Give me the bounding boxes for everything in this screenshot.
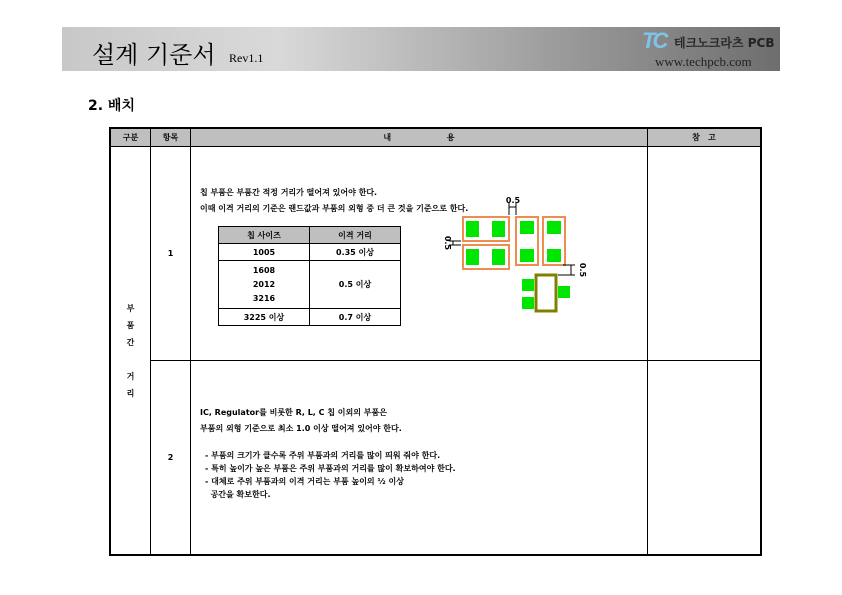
pad: [520, 249, 534, 262]
distance-header: 이격 거리: [310, 227, 401, 244]
header-reference: 참 고: [648, 128, 762, 147]
content-line: 부품의 외형 기준으로 최소 1.0 이상 떨어져 있어야 한다.: [200, 424, 402, 433]
pad: [547, 221, 561, 234]
size-cell: 1005: [219, 244, 310, 261]
pad: [466, 221, 479, 237]
distance-cell: 0.5 이상: [310, 261, 401, 309]
bullet-line: - 부품의 크기가 클수록 주위 부품과의 거리를 많이 띄워 줘야 한다.: [205, 451, 441, 460]
bullet-line: 공간을 확보한다.: [205, 490, 271, 499]
bullet-line: - 특히 높이가 높은 부품은 주위 부품과의 거리를 많이 확보하여야 한다.: [205, 464, 456, 473]
content-line: IC, Regulator를 비롯한 R, L, C 칩 이외의 부품은: [200, 408, 387, 417]
reference-cell: [648, 147, 762, 361]
pad: [547, 249, 561, 262]
document-title: 설계 기준서: [92, 41, 216, 69]
pad: [492, 249, 505, 265]
category-label: 부 품 간 거 리: [126, 303, 135, 398]
row-number: 1: [151, 147, 191, 361]
size-table-wrap: [218, 226, 401, 326]
row-number: 2: [151, 361, 191, 556]
pad: [466, 249, 479, 265]
table-row: [110, 147, 761, 361]
distance-cell: 0.7 이상: [310, 309, 401, 326]
header-item: 항목: [151, 128, 191, 147]
size-cell: 1608 2012 3216: [219, 261, 310, 309]
content-line: 칩 부품은 부품간 적정 거리가 떨어져 있어야 한다.: [200, 188, 378, 197]
dim-label: 0.5: [443, 235, 452, 251]
pad: [522, 279, 534, 291]
reference-cell: [648, 361, 762, 556]
spec-table: [109, 127, 762, 556]
pad: [558, 286, 570, 298]
pad: [492, 221, 505, 237]
category-cell: [110, 147, 151, 556]
content-line: 이때 이격 거리의 기준은 랜드값과 부품의 외형 중 더 큰 것을 기준으로 한다.: [200, 204, 469, 213]
pad: [520, 221, 534, 234]
distance-cell: 0.35 이상: [310, 244, 401, 261]
header-content: 내 용: [191, 128, 648, 147]
logo-mark: TC: [642, 28, 666, 53]
size-header: 칩 사이즈: [219, 227, 310, 244]
company-logo: [642, 28, 782, 52]
size-cell: 3225 이상: [219, 309, 310, 326]
revision-label: Rev1.1: [229, 51, 264, 65]
content-cell: [191, 361, 648, 556]
section-title: 2. 배치: [88, 98, 135, 114]
dim-label: 0.5: [505, 197, 521, 205]
table-row: [110, 361, 761, 556]
pad: [522, 297, 534, 309]
table-header-row: [110, 128, 761, 147]
content-cell: [191, 147, 648, 361]
company-url: www.techpcb.com: [655, 54, 752, 69]
size-table: [218, 226, 401, 326]
bullet-line: - 대체로 주위 부품과의 이격 거리는 부품 높이의 ½ 이상: [205, 477, 404, 486]
part-outline: [536, 275, 556, 311]
dim-label: 0.5: [578, 262, 587, 278]
logo-text: 테크노크라츠 PCB: [674, 36, 775, 50]
spacing-diagram: [433, 197, 603, 347]
header-category: 구분: [110, 128, 151, 147]
